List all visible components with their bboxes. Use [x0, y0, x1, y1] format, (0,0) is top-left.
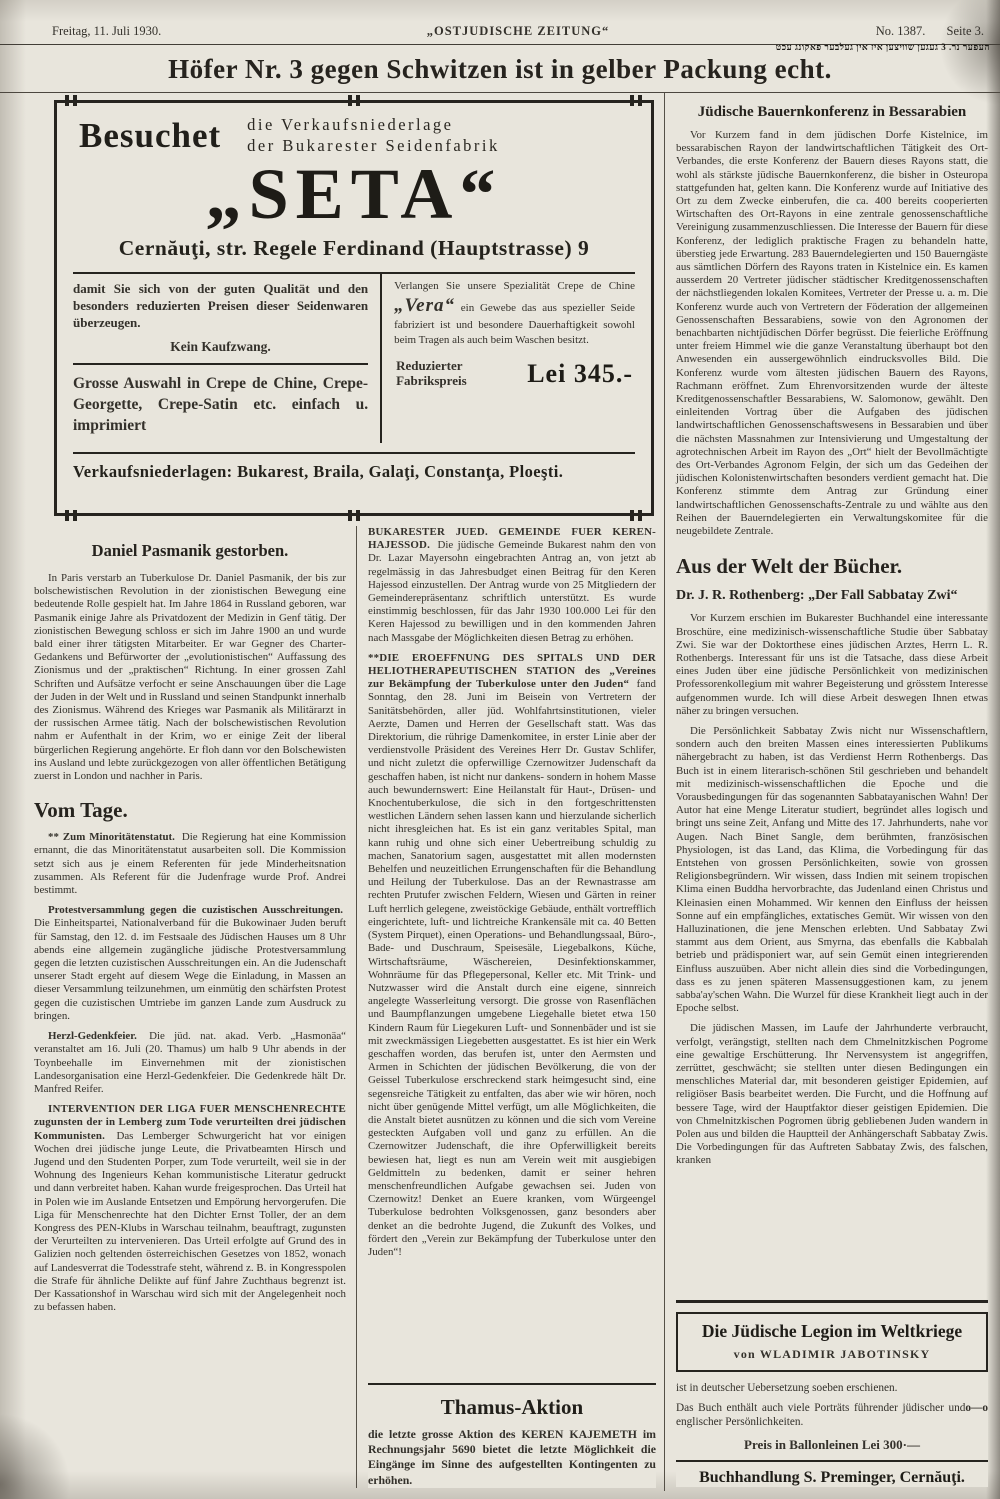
- column-middle: [356, 526, 656, 1488]
- frame-ornament: [348, 95, 361, 106]
- news-item-text: Die jüd. nat. akad. Verb. „Hasmonäa“ veranstaltet am 16. Juli (20. Thamus) um halb 9 Uhr abends in der Toynbeehalle im Einvernehmen mit der zionistischen Landesorganisation eine Herzl-Gedenkfeier. Die Gedenkrede hält Dr. Manfred Reifer.: [34, 1030, 346, 1095]
- ad-vera-text: ein Gewebe das aus spezieller Seide fabriziert ist und besondere Dauerhaftigkeit sowohl beim Tragen als auch beim Waschen besitzt.: [394, 301, 635, 346]
- page-number: Seite 3.: [946, 24, 984, 38]
- bauernkonferenz-heading: Jüdische Bauernkonferenz in Bessarabien: [697, 104, 967, 120]
- thamus-heading: Thamus-Aktion: [440, 1394, 584, 1419]
- ad-assortment-text: Grosse Auswahl in Crepe de Chine, Crepe-Georgette, Crepe-Satin etc. einfach u. imprimiert: [73, 363, 368, 437]
- column-left: [34, 526, 356, 1488]
- yiddish-text-line: העפער נר. 3 געגען שוויצען איז אין געלבער פאקונג עכט: [775, 42, 990, 52]
- frame-ornament: [65, 510, 78, 521]
- obituary-body: In Paris verstarb an Tuberkulose Dr. Daniel Pasmanik, der bis zur bolschewistischen Revolution in der zionistischen Bewegung eine bedeutende Rolle gespielt hat. Im Jahre 1864 in Russland geboren, war Pasmanik einige Jahre als Privatdozent der Medizin in Genf tätig. Der zionistischen Bewegung schloss er sich im Jahre 1900 an und wurde bald einer ihrer tätigsten Mitarbeiter. Er war Gegner des Charter-Gedankens und Befürworter der „evolutionistischen“ Auffassung des Zionismus und der „praktischen“ Richtung. In einer grossen Zahl Schriften und Aufsätze verfocht er seine Anschauungen über die Lage der Juden in der Welt und in Russland und seinen Standpunkt innerhalb des Zionismus. Während des Krieges war Pasmanik als Militärarzt in der russischen Armee tätig. Nach der bolschewistischen Revolution nahm er Aufenthalt in der Krim, wo er einige Zeit der liberal bürgerlichen Regierung angehörte. Er floh dann vor den Bolschewisten ins Ausland und lebte zurückgezogen von aller öffentlichen Betätigung zuerst in London und nachher in Paris.: [34, 572, 346, 783]
- frame-ornament: [630, 95, 643, 106]
- seta-advertisement: [54, 100, 654, 516]
- legion-ad-price: Preis in Ballonleinen Lei 300·—: [744, 1437, 920, 1452]
- ad-lead-lines: [247, 115, 500, 156]
- date-line: Freitag, 11. Juli 1930.: [52, 24, 162, 38]
- legion-ad-line1: ist in deutscher Uebersetzung soeben erschienen.: [676, 1381, 898, 1394]
- news-item: [34, 831, 346, 897]
- legion-ad-bookshop: Buchhandlung S. Preminger, Cernăuţi.: [676, 1460, 988, 1487]
- rothenberg-paragraph: Die Persönlichkeit Sabbatay Zwis nicht nur Wissenschaftlern, sondern auch den breiten Massen eines interessierten Publikums nähergebracht zu haben, ist das Verdienst Herrn Rothenbergs. Das Buch ist in einem literarisch-schönen Stil geschrieben und behandelt mit medizinisch-wissenschaftlichen die Epoche und die Vorausbedingungen für das sogenannten Sabbatayanischen Wahn! Der Autor hat eine Menge Literatur studiert, begründet alles logisch und bringt uns seine Zeit, Anfang und Mitte des 17. Jahrhunderts, nahe vor Augen. Nach Binet Sangle, dem berühmten, französischen Physiologen, ist das Land, das Klima, die Vorbedingung für das Entstehen von grossen Persönlichkeiten, sowie von grossen Religionsbegründern. Wir wissen, dass Indien mit seinem tropischen Klima einen Buddha hervorbrachte, das Judenland einen Christus und Kleinasien einen Mohammed. Wir kennen den Einfluss der heissen Sonne auf ein empfängliches, extatisches Gemüt. Wir wissen von den Halluzinationen, die jene Menschen erlebten. Und Sabbatay Zwi stammt aus dem Orient, aus Smyrna, das ebenfalls die Kabbalah betrieb und prädisponiert war, auf sein Gemüt einen integrierenden Einfluss auszuüben. Aber nicht allein dies sind die Vorbedingungen, dass es zu jenen späteren Massensuggestionen kam, zu jenem sabba'ay'schen Wahn. Die Wurzel für diese Krankheit liegt auch in der Epoche selbst.: [676, 724, 988, 1015]
- ad-price-row: [394, 359, 635, 389]
- ad-right-block: [382, 274, 635, 442]
- ad-branches-line: Verkaufsniederlagen: Bukarest, Braila, Galaţi, Constanţa, Ploeşti.: [73, 452, 635, 482]
- column-right: [664, 93, 988, 1491]
- vom-tage-heading: Vom Tage.: [34, 798, 128, 823]
- ad-lead-line2: der Bukarester Seidenfabrik: [247, 135, 500, 155]
- legion-ad-line2: [676, 1401, 988, 1430]
- keren-article: [368, 526, 656, 645]
- ad-lead-row: [73, 115, 635, 156]
- legion-title-box: [676, 1312, 988, 1372]
- spital-article-lead: **DIE EROEFFNUNG DES SPITALS UND DER HELIOTHERAPEUTISCHEN STATION des „Vereines zur Bekämpfung der Tuberkulose unter den Juden“: [368, 651, 656, 691]
- ad-address: Cernăuţi, str. Regele Ferdinand (Hauptstrasse) 9: [118, 236, 590, 261]
- news-item: [34, 1030, 346, 1096]
- ad-left-block: [73, 274, 382, 442]
- spital-article: [368, 652, 656, 1259]
- keren-article-text: Die jüdische Gemeinde Bukarest nahm den von Dr. Lazar Mayersohn eingebrachten Antrag an, von jetzt ab regelmässig in das Jahresbudget einen Beitrag für den Keren Hajessod einzustellen. Der Antrag wurde von 25 Mitgliedern der Gemeinderepräsentanz schriftlich unterstützt. Es wurde einstimmig beschlossen, für das Jahr 1930 100.000 Lei für den Keren Hajessod zu bewilligen und in den kommenden Jahren nach Massgabe der Möglichkeiten diesen Betrag zu erhöhen.: [368, 539, 656, 644]
- rothenberg-heading: Dr. J. R. Rothenberg: „Der Fall Sabbatay Zwi“: [676, 588, 958, 604]
- news-item: [34, 1103, 346, 1314]
- legion-book-title: Die Jüdische Legion im Weltkriege: [701, 1320, 963, 1341]
- ad-price-label: [396, 359, 467, 389]
- ad-vera-brand: „Vera“: [394, 294, 455, 316]
- legion-book-ad: [676, 1300, 988, 1487]
- masthead: „OSTJUDISCHE ZEITUNG“: [426, 24, 610, 38]
- news-item-text: Das Lemberger Schwurgericht hat vor einigen Wochen drei jüdische junge Leute, die Privatbeamten Hirsch und Jugend und den Studenten Porper, zum Tode verurteilt, weil sie in der Wohnung des Ingenieurs Kehan kommunistische Literatur gedruckt und dann verbreitet haben. Kahan wurde freigesprochen. Das Urteil hat in Polen wie im Auslande Entsetzen und Empörung hervorgerufen. Die Liga für Menschenrechte hat den Dichter Ernst Toller, der an dem Kongress des PEN-Klubs in Warschau teilnahm, beauftragt, zugunsten der Verurteilten zu intervenieren. Das Urteil erfolgte auf Grund des in Galizien noch geltenden österreichischen Gesetzes von 1852, wonach auf Landesverrat die Todesstrafe steht, während z. B. in Kongresspolen die Strafe für ähnliche Delikte auf fünf Jahre Zuchthaus begrenzt ist. Der Kassationshof in Warschau wird sich mit der Angelegenheit noch zu befassen haben.: [34, 1129, 346, 1314]
- banner-area: [0, 42, 1000, 85]
- left-region: [34, 93, 656, 1491]
- ad-price-value: Lei 345.-: [527, 358, 633, 388]
- ad-vera-paragraph: [394, 279, 635, 347]
- ad-vera-intro: Verlangen Sie unsere Spezialität Crepe de Chine: [394, 280, 635, 293]
- ad-lead-word: Besuchet: [79, 116, 222, 156]
- frame-ornament: [348, 510, 361, 521]
- legion-ad-line2-text: Das Buch enthält auch viele Porträts führender jüdischer und englischer Persönlichkeiten.: [676, 1401, 966, 1429]
- rothenberg-paragraph: Die jüdischen Massen, im Laufe der Jahrhunderte verbraucht, verfolgt, verängstigt, stellten nach dem Chmelnitzkischen Pogrome eine gewaltige Erschütterung. Ihr Nervensystem ist angegriffen, zerrüttet, geschwächt; sie stellten unter diesen Bedingungen ein menschliches Material dar, mit besonderen geistiger Epidemien, auf religiöser Basis bearbeitet werden. Die Furcht, und die Hoffnung auf bessere Tage, wird der Hauptfaktor dieser geistigen Epidemien. Die von Chmelnitzkischen Pogromen übrig gebliebenen Juden wandern in Polen aus und bilden die Hauptteil der Anhängerschaft Sabbatay Zwis. Die Vorbedingungen für das Auftreten Sabbatay Zwis, des falschen, kranken: [676, 1022, 988, 1167]
- bauernkonferenz-body: Vor Kurzem fand in dem jüdischen Dorfe Kistelnice, im bessarabischen Rayon der landwirtschaftlichen Tätigkeit des Ort-Verbandes, die erste Konferenz der Bauern dieses Rayons statt, die wohl als stärkste jüdische Bauernkonferenz, die bisher in Osteuropa stattgefunden hat, gelten kann. Die Konferenz wurde auf Initiative des Ort zu dem Zwecke einberufen, die ca. 400 bereits cooperierten Wirtschaften des Ort-Rayons in eine zentrale genossenschaftliche Vereinigung zusammenzuschliessen. Die Interesse der Bauern für diese Konferenz, der lediglich praktische Fragen zu behandeln hatte, überstieg jede Erwartung. 283 Bauerndelegierten und 150 Bauerngäste aus sämtlichen Dörfern des Rayons traten in Kistelnice ein. Es kamen ausserdem 20 Vertreter jüdischer städtischer Kreditgenossenschaften der nächstliegenden lokalen Komitees, Vertreter der Presse u. a. m. Die Konferenz wurde auch von Vertretern der Föderation der allgemeinen Genossenschaften Bessarabiens, sowie von den Agronomen der benachbarten nichtjüdischen Dörfer begrüsst. Die feierliche Eröffnung unter freiem Himmel wie die ganze Veranstaltung überhaupt bot den Anwesenden ein aussergewöhnlich eindrucksvolles Bild. Die Konferenz wurde vom ältesten jüdischen Bauern des Rayons, Rachmann eröffnet. Zum Ehrenvorsitzenden wurde der älteste Kreditgenossenschaftler Bessarabiens, W. Salomonow, gewählt. Den einleitenden Vortrag über die Aufgaben des jüdischen landwirtschaftlichen Genossenschaftswesens in Bessarabien und über die nächsten Massnahmen zur Intensivierung und Umgestaltung der agrotechnischen Arbeit im Rayon des „Ort“ hielt der Bevollmächtigte des Ort-Verbandes Agronom Felgin, der sich um das Gedeihen der jüdischen Kolonistenwirtschaften besonders verdient gemacht hat. Die Konferenz stimmte dem Antrag zur Gründung einer landwirtschaftlichen Genossenschafts-Zentrale zu und wählte aus den Reihen der Bauerndelegierten ein Verwaltungskomitee für die neugebildete Zentrale.: [676, 129, 988, 538]
- news-item-text: Die Regierung hat eine Kommission ernannt, die das Minoritätenstatut ausarbeiten soll. Die Kommission setzt sich aus je einem Referenten für jede Minderheitsnation zusammen. Als Referent für die Judenfrage wurde Prof. Andrei bestimmt.: [34, 831, 346, 897]
- text-columns: [34, 526, 656, 1488]
- ad-brand-name: „SETA“: [205, 154, 503, 235]
- ad-lead-line1: die Verkaufsniederlage: [247, 115, 454, 134]
- legion-ad-marker: o—o: [965, 1401, 988, 1414]
- ad-banner-headline: Höfer Nr. 3 gegen Schwitzen ist in gelber Packung echt.: [168, 54, 832, 84]
- news-item-text: Die Einheitspartei, Nationalverband für die Bukowinaer Juden beruft für Samstag, den 12. d. im Festsaale des Jüdischen Hauses um 8 Uhr abends eine allgemein zugängliche jüdische Protestversammlung gegen die letzten cuzistischen Ausschreitungen ein. An die Judenschaft unserer Stadt ergeht auf diesem Wege die Einladung, in Massen an dieser Versammlung teilzunehmen, um einmütig den schärfsten Protest gegen die cuzistischen Umtriebe im ganzen Lande zum Ausdruck zu bringen.: [34, 917, 346, 1022]
- news-item: [34, 904, 346, 1023]
- ad-middle-section: [73, 272, 635, 442]
- ad-quality-text: damit Sie sich von der guten Qualität und den besonders reduzierten Preisen dieser Seidenwaren überzeugen.: [73, 281, 369, 331]
- ad-no-obligation: Kein Kaufzwang.: [170, 338, 271, 354]
- news-item-lead: INTERVENTION DER LIGA FUER MENSCHENRECHTE zugunsten der in Lemberg zum Tode verurteilten drei jüdischen Kommunisten.: [34, 1103, 346, 1142]
- books-section-heading: Aus der Welt der Bücher.: [676, 554, 903, 579]
- page-header: [0, 0, 1000, 39]
- legion-book-author: von WLADIMIR JABOTINSKY: [733, 1346, 931, 1361]
- thamus-aktion-box: [368, 1383, 656, 1488]
- news-item-lead: ** Zum Minoritätenstatut.: [48, 831, 175, 844]
- rothenberg-paragraph: Vor Kurzem erschien im Bukarester Buchhandel eine interessante Broschüre, eine medizinisch-wissenschaftliche Studie über Sabbatay Zwi. Sie war der Doktorthese eines jüdischen Arztes, Herrn L. R. Rothenbergs. Interessant für uns ist die Tatsache, dass diese Arbeit eines Juden über eine jüdische Persönlichkeit von medizinischen Professorenkollegium mit wahrer Begeisterung und grösstem Interesse aufgenommen wurde. Ich will diese Arbeit deswegen Ihnen etwas näher zu bringen versuchen.: [676, 612, 988, 717]
- ad-price-label-line2: Fabrikspreis: [396, 372, 467, 388]
- news-item-lead: Herzl-Gedenkfeier.: [48, 1030, 137, 1043]
- thamus-body: die letzte grosse Aktion des KEREN KAJEMETH im Rechnungsjahr 5690 bietet die letzte Möglichkeit die Eingänge im Sinne des aufgestellten Kontingenten zu erhöhen.: [368, 1426, 656, 1487]
- frame-ornament: [630, 510, 643, 521]
- issue-line: [744, 24, 984, 39]
- spital-article-text: fand Sonntag, den 28. Juni im Beisein von Vertretern der Sanitätsbehörden, aller jüd. Wohlfahrtsinstitutionen, vieler Aerzte, Damen und Herren der Gesellschaft statt. Was das Direktorium, die rührige Damenkomitee, in erster Linie aber der verdienstvolle Präsident des Vereines Herr Dr. Gustav Schlifer, und nicht zuletzt die opferwillige Czernowitzer Judenschaft da geschaffen haben, ist nicht nur dankens- sondern in hohem Masse auch bewundernswert: Eine Heilanstalt für Haut-, Drüsen- und Knochentuberkulose, die sich in den fortgeschrittensten westlichen Ländern sehen lassen kann und hierzulande sicherlich nicht ihresgleichen hat. Es ist ein ganz veritables Spital, man kann ruhig und ohne sich einer Uebertreibung schuldig zu machen, Sanatorium sagen, ausgestattet mit allen modernsten Behelfen und neuzeitlichen Errungenschaften für die Behandlung und Heilung der Tuberkulose. Das an der Rewnastrasse am rechten Prutufer zwischen Feldern, Wiesen und Gärten in reiner Luft herrlich gelegene, zweistöckige Gebäude, enthält vortrefflich eingerichtete, luft- und lichtreiche Krankensäle mit ca. 40 Betten (System Pirquet), einen Operations- und Behandlungssaal, Büro-, Bade- und Duschraum, Speisesäle, Liegebalkons, Küche, Wirtschaftsräume, Wäschereien, Desinfektionskammer, Wohnräume für das Pflegepersonal, Keller etc. Mit Trink- und Nutzwasser wird die Anstalt durch eine eigene, sinnreich angelegte Wasserleitung versorgt. Die grosse von Rasenflächen und Baumpflanzungen umgebene Liegehalle bietet etwa 150 Kindern Raum für Liegekuren Luft- und Sonnenbäder und ist sie mit zweckmässigen Liegebetten ausgestattet. Es ist hier ein Werk geschaffen worden, das berufen ist, unter den Aermsten und Armen in Schichten der jüdischen Bevölkerung, die von der Geissel Tuberkulose erschreckend stark heimgesucht sind, eine segensreiche Tätigkeit zu entfalten, das aber wie wir hören, noch nicht über genügende Mittel verfügt, um alle Möglichkeiten, die die Anstalt bietet ausnützen zu können und die sich vom Vereine gesteckten Aufgaben voll und ganz zu erfüllen. An die Czernowitzer Judenschaft, die ihre Opferwilligkeit bereits bewiesen hat, liegt es nun am Verein weit mit ausgiebigen Geldmitteln zu bedenken, damit er seiner hehren menschenfreundlichen Aufgabe gewachsen sei. Juden von Czernowitz! Denket an Euere kranken, vom Würgeengel Tuberkulose bedrohten Volksgenossen, ganz besonders aber denket an die bedrohte Jugend, die Zukunft des Volkes, und fördert den „Verein zur Bekämpfung der Tuberkulose unter den Juden“!: [368, 678, 656, 1258]
- main-content: [0, 93, 1000, 1491]
- obituary-heading: Daniel Pasmanik gestorben.: [91, 541, 289, 560]
- news-item-lead: Protestversammlung gegen die cuzistischen Ausschreitungen.: [48, 904, 343, 917]
- keren-article-lead: BUKARESTER JUED. GEMEINDE FUER KEREN-HAJESSOD.: [368, 526, 656, 552]
- ad-price-label-line1: Reduzierter: [396, 357, 463, 373]
- issue-number: No. 1387.: [875, 24, 926, 38]
- frame-ornament: [65, 95, 78, 106]
